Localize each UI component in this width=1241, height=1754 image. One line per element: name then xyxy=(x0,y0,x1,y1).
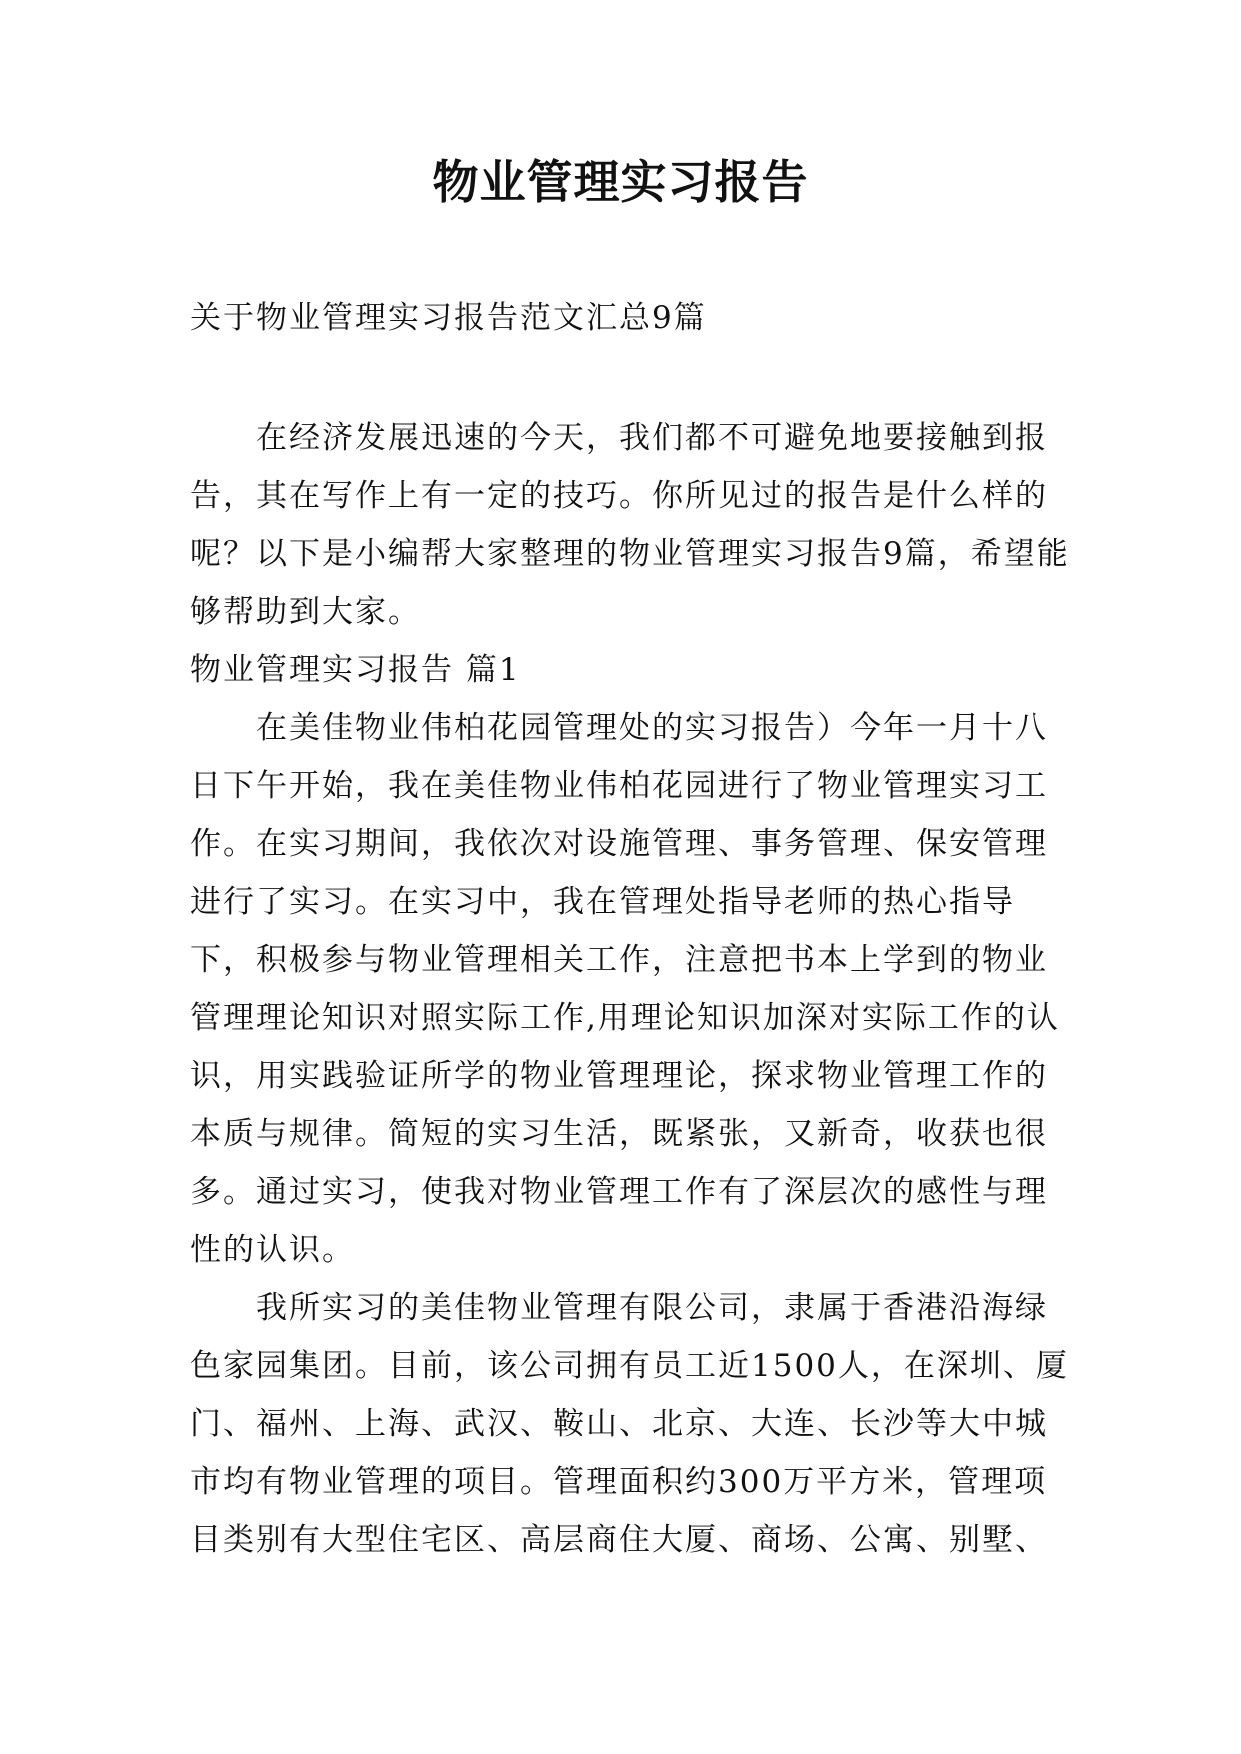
section-heading: 物业管理实习报告 篇1 xyxy=(190,652,521,688)
body-paragraph: 在美佳物业伟柏花园管理处的实习报告）今年一月十八日下午开始，我在美佳物业伟柏花园进行了物业管理实习工作。在实习期间，我依次对设施管理、事务管理、保安管理进行了实习。在实习中，我在管理处指导老师的热心指导下，积极参与物业管理相关工作，注意把书本上学到的物业管理理论知识对照实际工作,用理论知识加深对实际工作的认识，用实践验证所学的物业管理理论，探求物业管理工作的本质与规律。简短的实习生活，既紧张，又新奇，收获也很多。通过实习，使我对物业管理工作有了深层次的感性与理性的认识。 xyxy=(190,710,1060,1268)
document-subtitle: 关于物业管理实习报告范文汇总9篇 xyxy=(190,300,707,336)
body-paragraph: 我所实习的美佳物业管理有限公司，隶属于香港沿海绿色家园集团。目前，该公司拥有员工近1500人，在深圳、厦门、福州、上海、武汉、鞍山、北京、大连、长沙等大中城市均有物业管理的项目。管理面积约300万平方米，管理项目类别有大型住宅区、高层商住大厦、商场、公寓、别墅、 xyxy=(190,1290,1069,1558)
document-body xyxy=(190,409,1070,1569)
document-title: 物业管理实习报告 xyxy=(432,155,809,209)
intro-paragraph: 在经济发展迅速的今天，我们都不可避免地要接触到报告，其在写作上有一定的技巧。你所见过的报告是什么样的呢？以下是小编帮大家整理的物业管理实习报告9篇，希望能够帮助到大家。 xyxy=(190,420,1070,630)
